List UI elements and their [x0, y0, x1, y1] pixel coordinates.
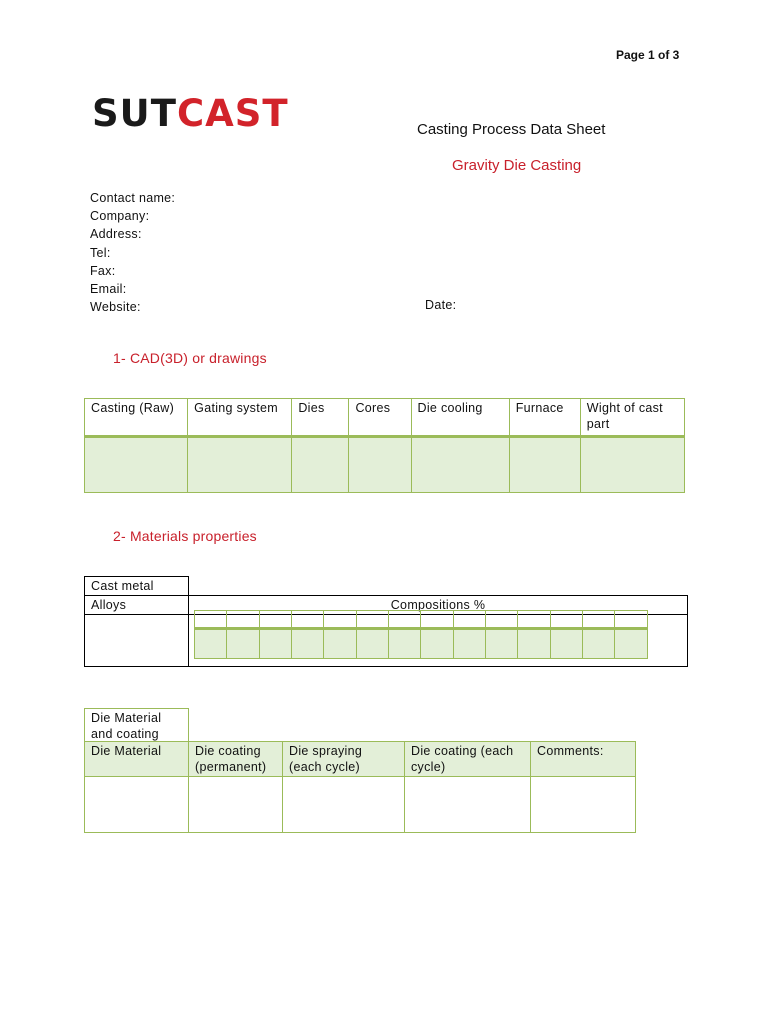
col-die-spraying: Die spraying (each cycle) — [283, 742, 405, 777]
composition-element[interactable] — [195, 611, 227, 629]
composition-value[interactable] — [389, 629, 421, 659]
col-die-material: Die Material — [85, 742, 189, 777]
composition-value[interactable] — [259, 629, 291, 659]
composition-value[interactable] — [324, 629, 356, 659]
cell-die-coating-permanent[interactable] — [189, 777, 283, 833]
composition-element[interactable] — [292, 611, 324, 629]
composition-value[interactable] — [227, 629, 259, 659]
col-dies: Dies — [292, 399, 349, 437]
alloys-label: Alloys — [85, 596, 189, 615]
composition-value[interactable] — [195, 629, 227, 659]
composition-element[interactable] — [421, 611, 453, 629]
col-die-coating-permanent: Die coating (permanent) — [189, 742, 283, 777]
die-material-table — [84, 741, 636, 833]
composition-element[interactable] — [324, 611, 356, 629]
cell-die-coating-cycle[interactable] — [405, 777, 531, 833]
composition-element[interactable] — [356, 611, 388, 629]
composition-element[interactable] — [615, 611, 648, 629]
section1-heading: 1- CAD(3D) or drawings — [113, 350, 267, 366]
composition-element[interactable] — [259, 611, 291, 629]
document-subtitle: Gravity Die Casting — [452, 157, 582, 174]
col-gating-system: Gating system — [188, 399, 292, 437]
section2-heading: 2- Materials properties — [113, 528, 257, 544]
address-label: Address: — [90, 227, 142, 242]
cell-furnace[interactable] — [509, 437, 580, 493]
composition-value[interactable] — [486, 629, 518, 659]
composition-value[interactable] — [583, 629, 615, 659]
composition-value[interactable] — [421, 629, 453, 659]
composition-value[interactable] — [518, 629, 550, 659]
col-casting-raw: Casting (Raw) — [85, 399, 188, 437]
cell-die-material[interactable] — [85, 777, 189, 833]
composition-value[interactable] — [356, 629, 388, 659]
composition-element[interactable] — [550, 611, 582, 629]
cast-metal-label: Cast metal — [85, 577, 189, 596]
sutcast-logo — [92, 92, 289, 136]
website-label: Website: — [90, 300, 141, 315]
composition-value[interactable] — [550, 629, 582, 659]
page-number: Page 1 of 3 — [616, 48, 680, 62]
tel-label: Tel: — [90, 245, 111, 260]
die-material-coating-label: Die Material and coating — [85, 709, 189, 745]
fax-label: Fax: — [90, 263, 116, 278]
composition-element[interactable] — [453, 611, 485, 629]
cell-gating-system[interactable] — [188, 437, 292, 493]
contact-name-label: Contact name: — [90, 191, 176, 205]
document-title: Casting Process Data Sheet — [417, 121, 606, 138]
cell-weight-cast-part[interactable] — [580, 437, 684, 493]
die-material-coating-label-box — [84, 708, 189, 745]
logo-part-sut: SUT — [92, 92, 177, 135]
composition-element[interactable] — [389, 611, 421, 629]
cell-die-spraying[interactable] — [283, 777, 405, 833]
col-die-coating-cycle: Die coating (each cycle) — [405, 742, 531, 777]
col-furnace: Furnace — [509, 399, 580, 437]
email-label: Email: — [90, 282, 127, 297]
contact-fields — [90, 189, 175, 316]
compositions-label: Compositions % — [189, 596, 688, 615]
col-die-cooling: Die cooling — [411, 399, 509, 437]
composition-value[interactable] — [453, 629, 485, 659]
col-weight-cast-part: Wight of cast part — [580, 399, 684, 437]
cell-dies[interactable] — [292, 437, 349, 493]
compositions-grid — [194, 610, 648, 659]
company-label: Company: — [90, 209, 150, 224]
cell-die-cooling[interactable] — [411, 437, 509, 493]
composition-element[interactable] — [583, 611, 615, 629]
composition-element[interactable] — [486, 611, 518, 629]
logo-part-cast: CAST — [176, 92, 289, 135]
composition-value[interactable] — [292, 629, 324, 659]
col-comments: Comments: — [531, 742, 636, 777]
composition-element[interactable] — [518, 611, 550, 629]
cell-comments[interactable] — [531, 777, 636, 833]
date-label: Date: — [425, 298, 457, 312]
composition-element[interactable] — [227, 611, 259, 629]
cell-cores[interactable] — [349, 437, 411, 493]
col-cores: Cores — [349, 399, 411, 437]
alloys-cell[interactable] — [85, 615, 189, 667]
cell-casting-raw[interactable] — [85, 437, 188, 493]
composition-value[interactable] — [615, 629, 648, 659]
cad-drawings-table — [84, 398, 685, 493]
